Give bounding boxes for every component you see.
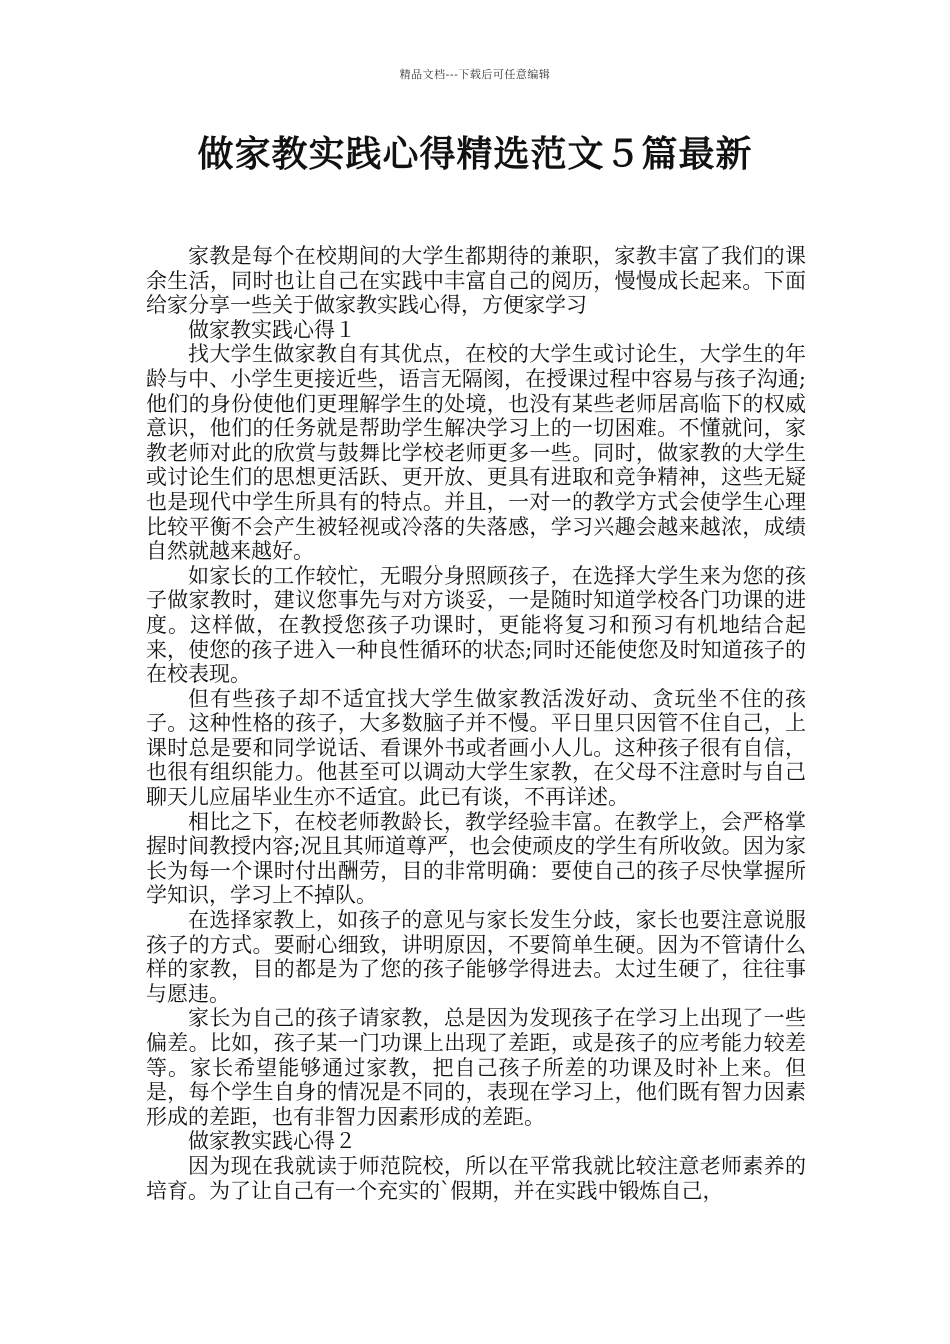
body-paragraph: 但有些孩子却不适宜找大学生做家教活泼好动、贪玩坐不住的孩子。这种性格的孩子，大多数脑子并不慢。平日里只因管不住自己，上课时总是要和同学说话、看课外书或者画小人儿。这种孩子很有自信，也很有组织能力。他甚至可以调动大学生家教，在父母不注意时与自己聊天儿应届毕业生亦不适宜。此已有谈，不再详述。 (146, 686, 806, 810)
header-note: 精品文档---下载后可任意编辑 (399, 68, 551, 81)
page-title: 做家教实践心得精选范文５篇最新 (197, 134, 753, 175)
body-paragraph: 在选择家教上，如孩子的意见与家长发生分歧，家长也要注意说服孩子的方式。要耐心细致，讲明原因，不要简单生硬。因为不管请什么样的家教，目的都是为了您的孩子能够学得进去。太过生硬了，往往事与愿违。 (146, 908, 806, 1006)
section-heading-2: 做家教实践心得２ (188, 1129, 356, 1154)
body-paragraph: 找大学生做家教自有其优点，在校的大学生或讨论生，大学生的年龄与中、小学生更接近些，语言无隔阂，在授课过程中容易与孩子沟通;他们的身份使他们更理解学生的处境，也没有某些老师居高临下的权威意识，他们的任务就是帮助学生解决学习上的一切困难。不懂就问，家教老师对此的欣赏与鼓舞比学校老师更多一些。同时，做家教的大学生或讨论生们的思想更活跃、更开放、更具有进取和竞争精神，这些无疑也是现代中学生所具有的特点。并且，一对一的教学方式会使学生心理比较平衡不会产生被轻视或冷落的失落感，学习兴趣会越来越浓，成绩自然就越来越好。 (146, 342, 806, 564)
body-paragraph: 相比之下，在校老师教龄长，教学经验丰富。在教学上，会严格掌握时间教授内容;况且其师道尊严，也会使顽皮的学生有所收敛。因为家长为每一个课时付出酬劳，目的非常明确：要使自己的孩子尽快掌握所学知识，学习上不掉队。 (146, 809, 806, 908)
section-heading-1: 做家教实践心得１ (188, 317, 356, 342)
document-body (146, 244, 806, 1203)
body-paragraph: 家长为自己的孩子请家教，总是因为发现孩子在学习上出现了一些偏差。比如，孩子某一门功课上出现了差距，或是孩子的应考能力较差等。家长希望能够通过家教，把自己孩子所差的功课及时补上来。但是，每个学生自身的情况是不同的，表现在学习上，他们既有智力因素形成的差距，也有非智力因素形成的差距。 (146, 1006, 806, 1129)
body-paragraph: 如家长的工作较忙，无暇分身照顾孩子，在选择大学生来为您的孩子做家教时，建议您事先与对方谈妥，一是随时知道学校各门功课的进度。这样做，在教授您孩子功课时，更能将复习和预习有机地结合起来，使您的孩子进入一种良性循环的状态;同时还能使您及时知道孩子的在校表现。 (146, 563, 806, 687)
body-paragraph: 因为现在我就读于师范院校，所以在平常我就比较注意老师素养的培育。为了让自己有一个充实的`假期，并在实践中锻炼自己， (146, 1153, 806, 1203)
intro-paragraph: 家教是每个在校期间的大学生都期待的兼职，家教丰富了我们的课余生活，同时也让自己在实践中丰富自己的阅历，慢慢成长起来。下面给家分享一些关于做家教实践心得，方便家学习 (146, 244, 806, 318)
